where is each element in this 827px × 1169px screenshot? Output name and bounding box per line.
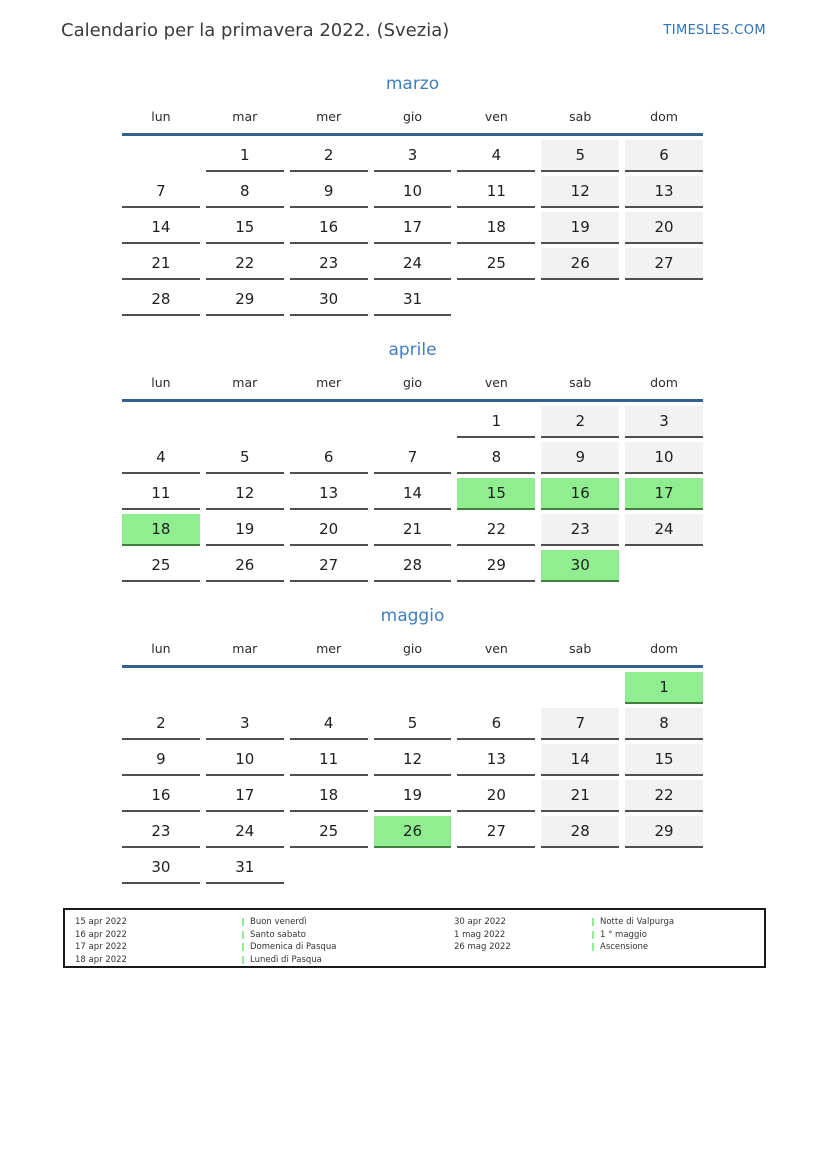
calendar-months-container — [122, 66, 703, 884]
empty-cell — [457, 284, 535, 314]
day-cell-maggio-22: 22 — [625, 780, 703, 812]
empty-cell — [206, 406, 284, 436]
empty-cell — [541, 852, 619, 882]
page-header — [61, 20, 766, 42]
day-cell-maggio-3: 3 — [206, 708, 284, 740]
day-cell-maggio-2: 2 — [122, 708, 200, 740]
day-cell-aprile-11: 11 — [122, 478, 200, 510]
legend-holiday-name: Notte di Valpurga — [600, 917, 675, 928]
day-cell-maggio-29: 29 — [625, 816, 703, 848]
weekday-label-dom: dom — [650, 375, 678, 390]
day-cell-maggio-24: 24 — [206, 816, 284, 848]
weekday-label-sab: sab — [569, 641, 592, 656]
day-cell-maggio-14: 14 — [541, 744, 619, 776]
legend-entry — [75, 929, 454, 942]
day-cell-aprile-23: 23 — [541, 514, 619, 546]
day-cell-aprile-18: 18 — [122, 514, 200, 546]
month-grid-marzo — [122, 136, 703, 316]
month-title-aprile: aprile — [388, 340, 437, 360]
day-cell-aprile-24: 24 — [625, 514, 703, 546]
day-cell-marzo-21: 21 — [122, 248, 200, 280]
month-aprile — [122, 340, 703, 582]
day-cell-marzo-20: 20 — [625, 212, 703, 244]
day-cell-marzo-3: 3 — [374, 140, 452, 172]
day-cell-marzo-25: 25 — [457, 248, 535, 280]
day-cell-maggio-17: 17 — [206, 780, 284, 812]
legend-holiday-name: 1 ° maggio — [600, 929, 647, 940]
day-cell-maggio-19: 19 — [374, 780, 452, 812]
day-cell-marzo-2: 2 — [290, 140, 368, 172]
day-cell-maggio-9: 9 — [122, 744, 200, 776]
weekday-label-lun: lun — [151, 109, 171, 124]
day-cell-marzo-17: 17 — [374, 212, 452, 244]
legend-holiday-name: Lunedì di Pasqua — [250, 954, 322, 965]
weekday-label-dom: dom — [650, 641, 678, 656]
holiday-marker-icon — [242, 943, 244, 951]
weekday-label-mer: mer — [316, 641, 342, 656]
day-cell-aprile-27: 27 — [290, 550, 368, 582]
day-cell-aprile-19: 19 — [206, 514, 284, 546]
day-cell-maggio-12: 12 — [374, 744, 452, 776]
day-cell-marzo-18: 18 — [457, 212, 535, 244]
day-cell-maggio-11: 11 — [290, 744, 368, 776]
day-cell-maggio-23: 23 — [122, 816, 200, 848]
holiday-marker-icon — [592, 931, 594, 939]
day-cell-aprile-4: 4 — [122, 442, 200, 474]
legend-date: 1 mag 2022 — [454, 929, 506, 940]
legend-entry — [75, 941, 454, 954]
day-cell-maggio-4: 4 — [290, 708, 368, 740]
day-cell-maggio-6: 6 — [457, 708, 535, 740]
weekday-label-ven: ven — [484, 375, 508, 390]
day-cell-marzo-4: 4 — [457, 140, 535, 172]
weekday-label-mer: mer — [316, 375, 342, 390]
page-title: Calendario per la primavera 2022. (Svezia) — [61, 20, 450, 41]
day-cell-marzo-13: 13 — [625, 176, 703, 208]
day-cell-marzo-6: 6 — [625, 140, 703, 172]
weekday-label-ven: ven — [484, 641, 508, 656]
legend-entry — [75, 916, 454, 929]
day-cell-aprile-20: 20 — [290, 514, 368, 546]
weekday-label-gio: gio — [402, 375, 423, 390]
site-logo-link[interactable]: TIMESLES.COM — [663, 23, 766, 38]
day-cell-aprile-6: 6 — [290, 442, 368, 474]
day-cell-marzo-15: 15 — [206, 212, 284, 244]
empty-cell — [374, 672, 452, 702]
weekday-header-row — [122, 108, 703, 136]
weekday-header-row — [122, 640, 703, 668]
weekday-label-mar: mar — [232, 641, 258, 656]
weekday-label-lun: lun — [151, 641, 171, 656]
day-cell-marzo-24: 24 — [374, 248, 452, 280]
day-cell-marzo-16: 16 — [290, 212, 368, 244]
legend-holiday-name: Domenica di Pasqua — [250, 942, 337, 953]
day-cell-maggio-1: 1 — [625, 672, 703, 704]
legend-column-2 — [454, 916, 764, 966]
day-cell-maggio-13: 13 — [457, 744, 535, 776]
holiday-marker-icon — [592, 918, 594, 926]
day-cell-maggio-8: 8 — [625, 708, 703, 740]
day-cell-maggio-15: 15 — [625, 744, 703, 776]
day-cell-marzo-26: 26 — [541, 248, 619, 280]
legend-date: 26 mag 2022 — [454, 942, 511, 953]
month-marzo — [122, 74, 703, 316]
day-cell-maggio-27: 27 — [457, 816, 535, 848]
weekday-label-sab: sab — [569, 109, 592, 124]
day-cell-aprile-13: 13 — [290, 478, 368, 510]
day-cell-aprile-29: 29 — [457, 550, 535, 582]
weekday-label-ven: ven — [484, 109, 508, 124]
empty-cell — [374, 852, 452, 882]
month-title-marzo: marzo — [385, 74, 440, 94]
legend-date: 16 apr 2022 — [75, 929, 127, 940]
day-cell-maggio-25: 25 — [290, 816, 368, 848]
legend-holiday-name: Ascensione — [600, 942, 649, 953]
weekday-label-dom: dom — [650, 109, 678, 124]
empty-cell — [457, 672, 535, 702]
legend-holiday-name: Santo sabato — [250, 929, 307, 940]
legend-date: 15 apr 2022 — [75, 917, 127, 928]
day-cell-marzo-28: 28 — [122, 284, 200, 316]
weekday-header-row — [122, 374, 703, 402]
day-cell-marzo-30: 30 — [290, 284, 368, 316]
day-cell-marzo-11: 11 — [457, 176, 535, 208]
day-cell-aprile-30: 30 — [541, 550, 619, 582]
day-cell-marzo-8: 8 — [206, 176, 284, 208]
weekday-label-sab: sab — [569, 375, 592, 390]
day-cell-marzo-9: 9 — [290, 176, 368, 208]
day-cell-maggio-10: 10 — [206, 744, 284, 776]
holiday-marker-icon — [592, 943, 594, 951]
empty-cell — [457, 852, 535, 882]
empty-cell — [122, 406, 200, 436]
day-cell-maggio-30: 30 — [122, 852, 200, 884]
empty-cell — [290, 406, 368, 436]
day-cell-maggio-31: 31 — [206, 852, 284, 884]
holiday-marker-icon — [242, 931, 244, 939]
empty-cell — [290, 852, 368, 882]
weekday-label-gio: gio — [402, 109, 423, 124]
weekday-label-lun: lun — [151, 375, 171, 390]
weekday-label-mar: mar — [232, 375, 258, 390]
legend-entry — [454, 941, 764, 954]
day-cell-aprile-1: 1 — [457, 406, 535, 438]
day-cell-aprile-7: 7 — [374, 442, 452, 474]
day-cell-aprile-14: 14 — [374, 478, 452, 510]
day-cell-aprile-12: 12 — [206, 478, 284, 510]
day-cell-marzo-7: 7 — [122, 176, 200, 208]
month-maggio — [122, 606, 703, 884]
empty-cell — [122, 672, 200, 702]
day-cell-maggio-20: 20 — [457, 780, 535, 812]
day-cell-marzo-23: 23 — [290, 248, 368, 280]
legend-entry — [454, 929, 764, 942]
legend-date: 17 apr 2022 — [75, 942, 127, 953]
month-grid-aprile — [122, 402, 703, 582]
day-cell-maggio-21: 21 — [541, 780, 619, 812]
day-cell-marzo-14: 14 — [122, 212, 200, 244]
month-title-maggio: maggio — [380, 606, 445, 626]
empty-cell — [290, 672, 368, 702]
month-grid-maggio — [122, 668, 703, 884]
day-cell-aprile-17: 17 — [625, 478, 703, 510]
day-cell-marzo-22: 22 — [206, 248, 284, 280]
empty-cell — [541, 284, 619, 314]
weekday-label-gio: gio — [402, 641, 423, 656]
day-cell-aprile-3: 3 — [625, 406, 703, 438]
empty-cell — [374, 406, 452, 436]
day-cell-aprile-21: 21 — [374, 514, 452, 546]
empty-cell — [206, 672, 284, 702]
empty-cell — [122, 140, 200, 170]
day-cell-marzo-19: 19 — [541, 212, 619, 244]
day-cell-aprile-16: 16 — [541, 478, 619, 510]
day-cell-aprile-8: 8 — [457, 442, 535, 474]
empty-cell — [625, 284, 703, 314]
day-cell-aprile-15: 15 — [457, 478, 535, 510]
day-cell-marzo-29: 29 — [206, 284, 284, 316]
legend-entry — [75, 954, 454, 967]
day-cell-aprile-28: 28 — [374, 550, 452, 582]
holiday-legend-box — [63, 908, 766, 968]
day-cell-maggio-18: 18 — [290, 780, 368, 812]
empty-cell — [625, 852, 703, 882]
day-cell-aprile-5: 5 — [206, 442, 284, 474]
day-cell-maggio-26: 26 — [374, 816, 452, 848]
day-cell-maggio-28: 28 — [541, 816, 619, 848]
legend-column-1 — [75, 916, 454, 966]
day-cell-marzo-10: 10 — [374, 176, 452, 208]
day-cell-aprile-10: 10 — [625, 442, 703, 474]
empty-cell — [625, 550, 703, 580]
day-cell-maggio-7: 7 — [541, 708, 619, 740]
weekday-label-mer: mer — [316, 109, 342, 124]
day-cell-aprile-25: 25 — [122, 550, 200, 582]
legend-holiday-name: Buon venerdì — [250, 917, 307, 928]
day-cell-marzo-31: 31 — [374, 284, 452, 316]
weekday-label-mar: mar — [232, 109, 258, 124]
day-cell-marzo-1: 1 — [206, 140, 284, 172]
day-cell-aprile-22: 22 — [457, 514, 535, 546]
day-cell-marzo-12: 12 — [541, 176, 619, 208]
legend-date: 18 apr 2022 — [75, 954, 127, 965]
holiday-marker-icon — [242, 918, 244, 926]
holiday-marker-icon — [242, 956, 244, 964]
day-cell-aprile-9: 9 — [541, 442, 619, 474]
legend-entry — [454, 916, 764, 929]
day-cell-maggio-16: 16 — [122, 780, 200, 812]
day-cell-maggio-5: 5 — [374, 708, 452, 740]
legend-date: 30 apr 2022 — [454, 917, 506, 928]
empty-cell — [541, 672, 619, 702]
day-cell-marzo-27: 27 — [625, 248, 703, 280]
day-cell-aprile-26: 26 — [206, 550, 284, 582]
day-cell-marzo-5: 5 — [541, 140, 619, 172]
day-cell-aprile-2: 2 — [541, 406, 619, 438]
